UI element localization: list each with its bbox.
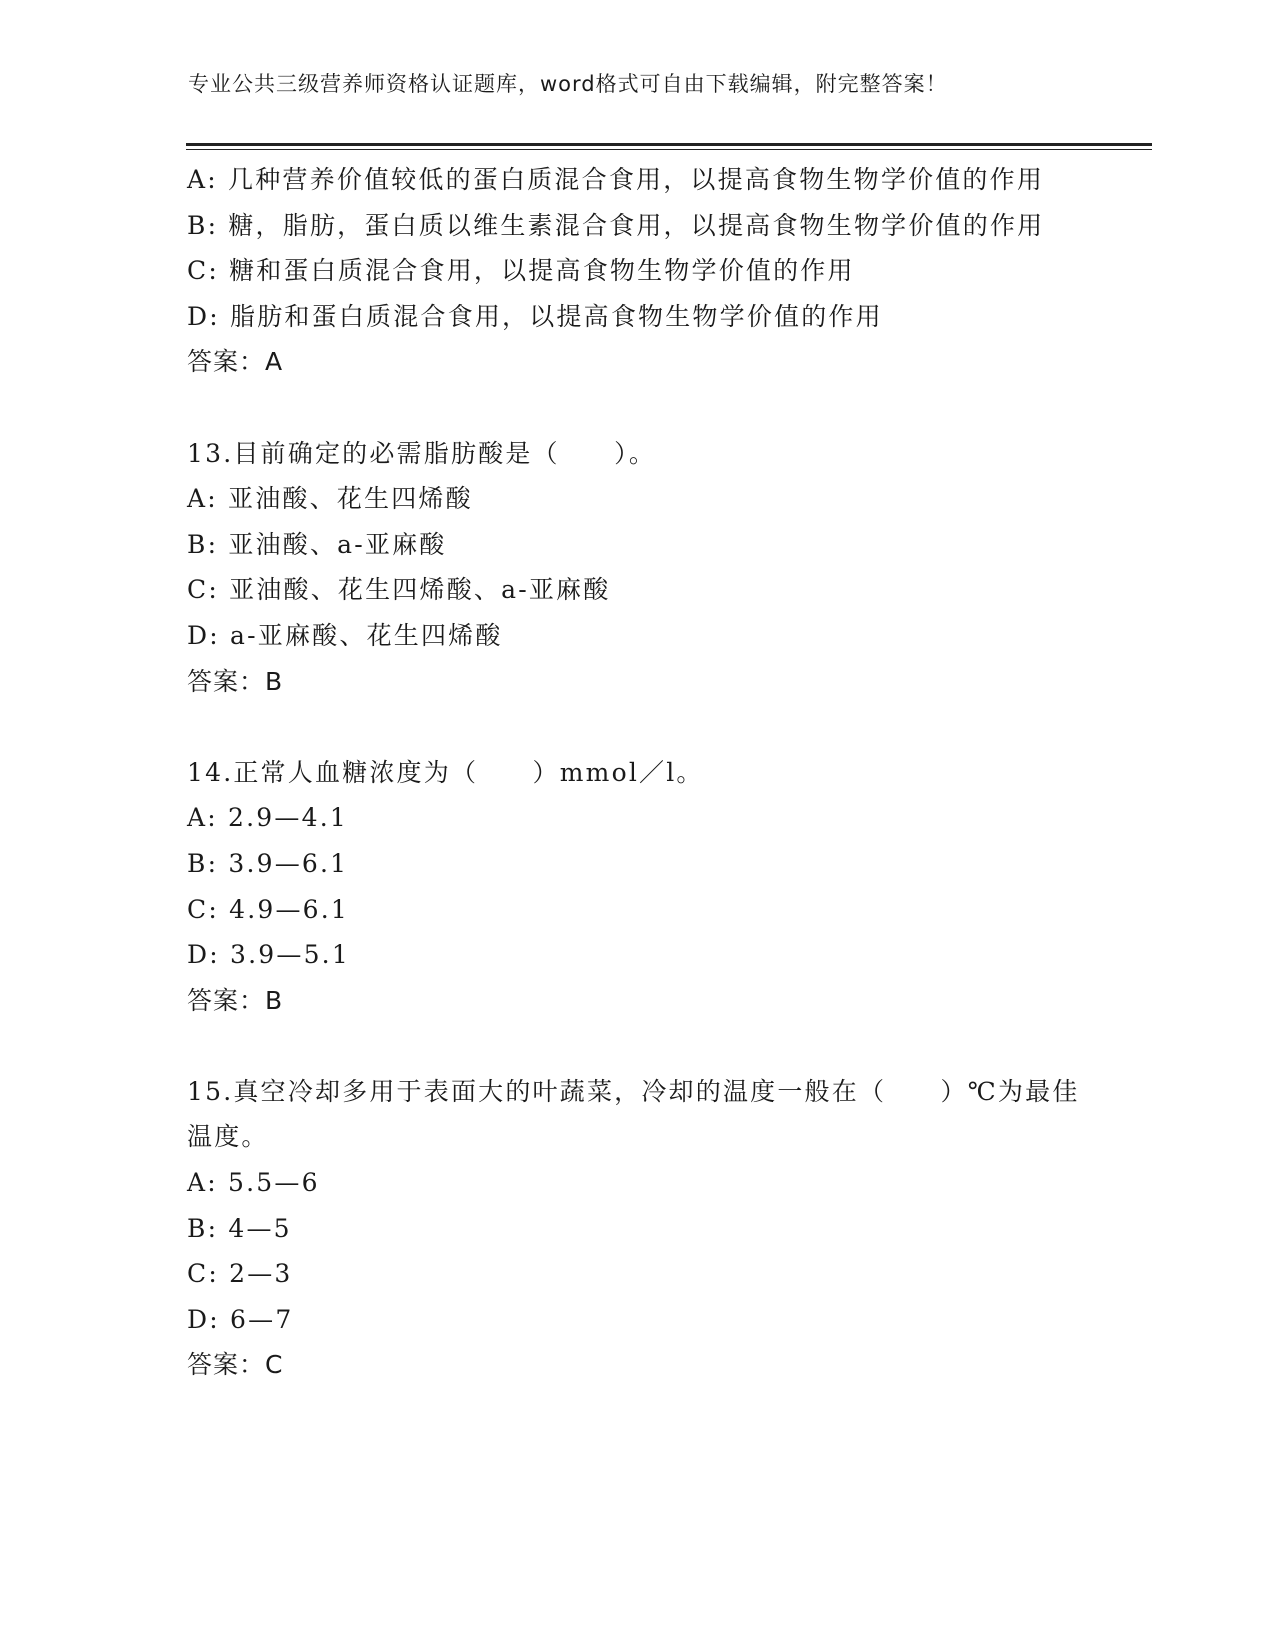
option-d: D: 6—7	[187, 1304, 294, 1334]
option-b: B: 亚油酸、a-亚麻酸	[187, 529, 447, 559]
option-a: A: 亚油酸、花生四烯酸	[187, 484, 473, 514]
question-text: 14.正常人血糖浓度为（ ）mmol／l。	[187, 757, 704, 787]
option-a: A: 2.9—4.1	[187, 803, 348, 833]
option-c: C: 亚油酸、花生四烯酸、a-亚麻酸	[187, 575, 611, 605]
option-d: D: 3.9—5.1	[187, 940, 350, 970]
question-text: 15.真空冷却多用于表面大的叶蔬菜，冷却的温度一般在（ ）℃为最佳温度。	[187, 1076, 1080, 1152]
question-13-block	[187, 431, 1082, 705]
spacer	[187, 1023, 1082, 1069]
question-15-block	[187, 1069, 1082, 1388]
option-c: C: 2—3	[187, 1259, 293, 1289]
option-b: B: 3.9—6.1	[187, 848, 349, 878]
option-b: B: 糖，脂肪，蛋白质以维生素混合食用，以提高食物生物学价值的作用	[187, 210, 1045, 240]
spacer	[187, 704, 1082, 750]
option-a: A: 5.5—6	[187, 1168, 320, 1198]
option-d: D: a-亚麻酸、花生四烯酸	[187, 620, 503, 650]
option-c: C: 4.9—6.1	[187, 894, 350, 924]
answer: 答案：B	[187, 985, 284, 1015]
page-header: 专业公共三级营养师资格认证题库，word格式可自由下载编辑，附完整答案！	[188, 72, 948, 96]
answer: 答案：A	[187, 347, 284, 377]
option-b: B: 4—5	[187, 1213, 292, 1243]
question-text: 13.目前确定的必需脂肪酸是（ ）。	[187, 438, 657, 468]
question-12-block	[187, 157, 1082, 385]
option-c: C: 糖和蛋白质混合食用，以提高食物生物学价值的作用	[187, 256, 855, 286]
answer: 答案：C	[187, 1350, 284, 1380]
answer: 答案：B	[187, 666, 284, 696]
header-rule-thick	[186, 143, 1152, 146]
option-a: A: 几种营养价值较低的蛋白质混合食用，以提高食物生物学价值的作用	[187, 165, 1045, 194]
option-d: D: 脂肪和蛋白质混合食用，以提高食物生物学价值的作用	[187, 301, 883, 331]
spacer	[187, 385, 1082, 431]
document-body	[187, 157, 1082, 1388]
header-rule-thin	[186, 149, 1152, 150]
question-14-block	[187, 750, 1082, 1024]
